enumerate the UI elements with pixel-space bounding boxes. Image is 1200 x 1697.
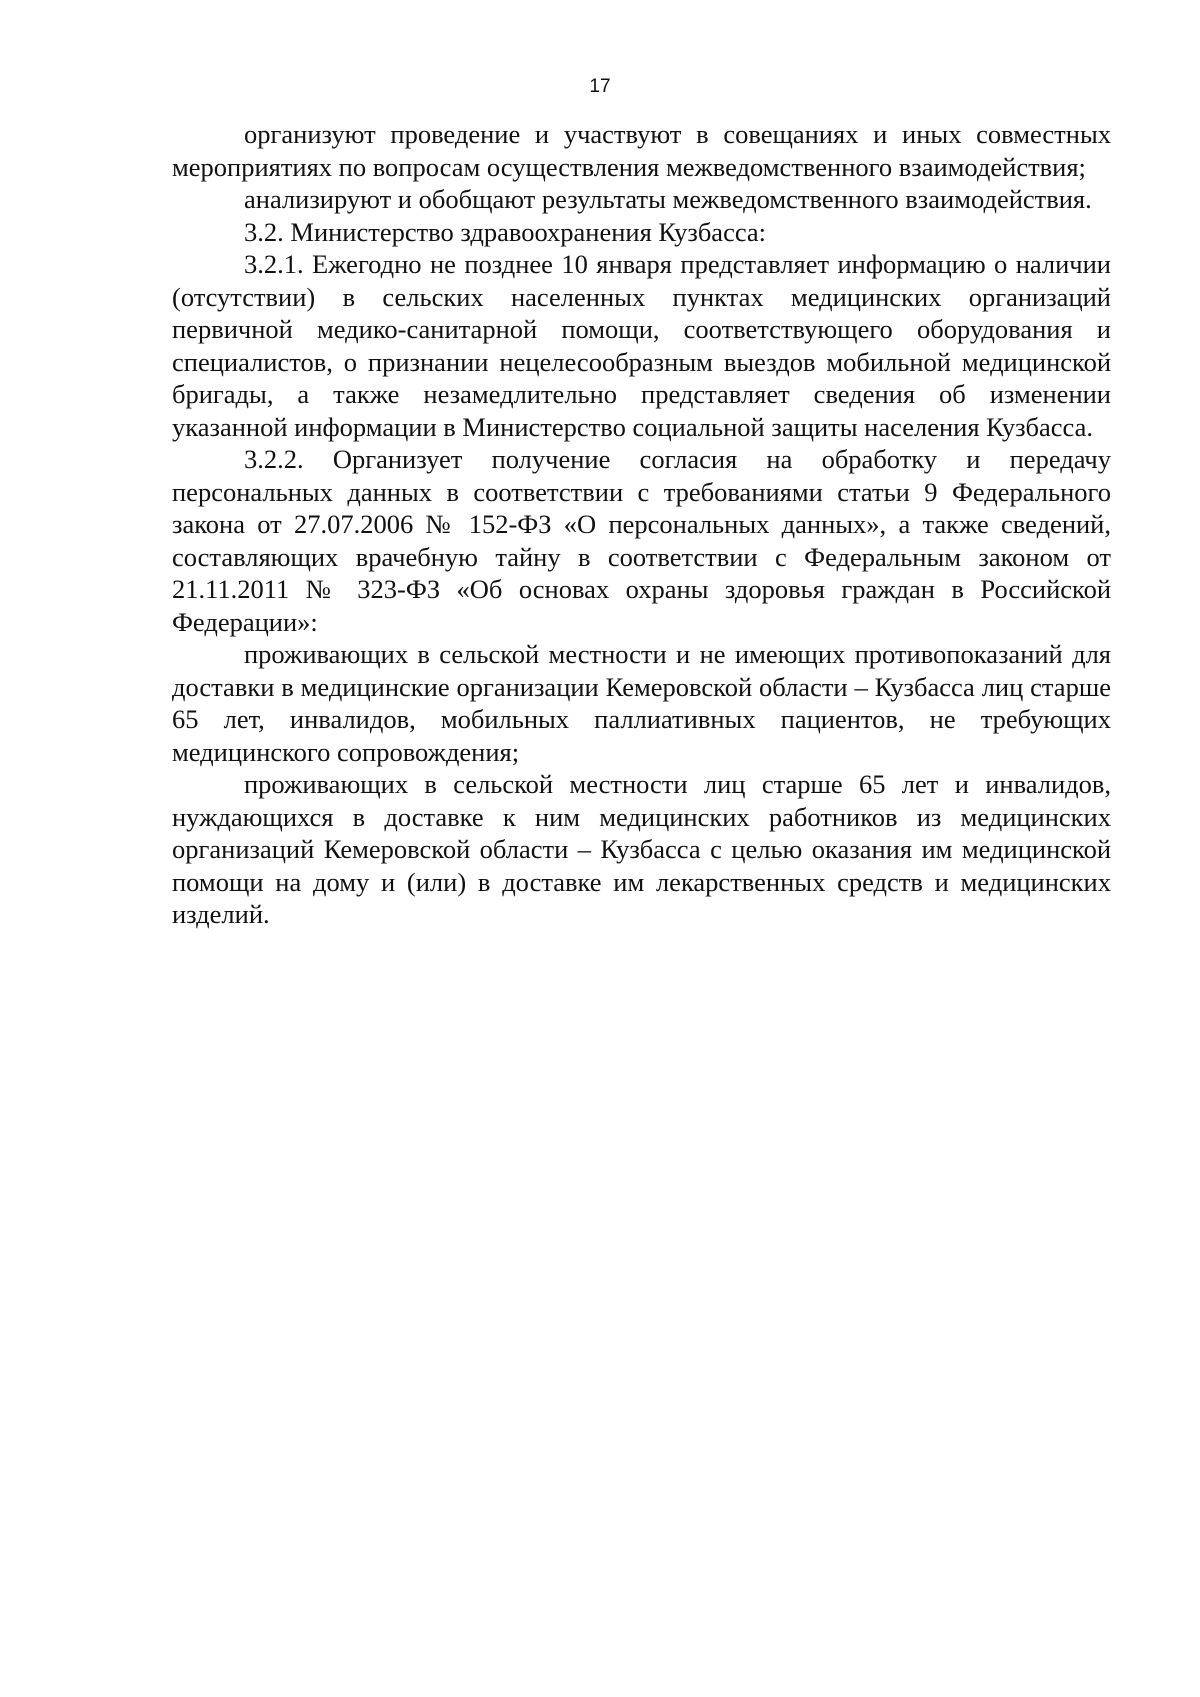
paragraph-organize-meetings: организуют проведение и участвуют в совещаниях и иных совместных мероприятиях по вопросам осуществления межведомственного взаимодействия;	[172, 119, 1111, 182]
paragraph-3-2-1: 3.2.1. Ежегодно не позднее 10 января представляет информацию о наличии (отсутствии) в сельских населенных пунктах медицинских организаций первичной медико-санитарной помощи, соответствующего оборудования и специалистов, о признании нецелесообразным выездов мобильной медицинской бригады, а также незамедлительно представляет сведения об изменении указанной информации в Министерство социальной защиты населения Кузбасса.	[172, 249, 1111, 442]
document-body	[172, 118, 1111, 931]
page-number: 17	[589, 76, 611, 97]
paragraph-rural-home-care: проживающих в сельской местности лиц старше 65 лет и инвалидов, нуждающихся в доставке к ним медицинских работников из медицинских организаций Кемеровской области – Кузбасса с целью оказания им медицинской помощи на дому и (или) в доставке им лекарственных средств и медицинских изделий.	[172, 769, 1111, 929]
paragraph-3-2-2: 3.2.2. Организует получение согласия на обработку и передачу персональных данных в соответствии с требованиями статьи 9 Федерального закона от 27.07.2006 № 152-ФЗ «О персональных данных», а также сведений, составляющих врачебную тайну в соответствии с Федеральным законом от 21.11.2011 № 323-ФЗ «Об основах охраны здоровья граждан в Российской Федерации»:	[172, 444, 1111, 637]
section-heading-health-ministry: 3.2. Министерство здравоохранения Кузбасса:	[244, 216, 767, 247]
paragraph-rural-delivery-to-clinics: проживающих в сельской местности и не имеющих противопоказаний для доставки в медицинские организации Кемеровской области – Кузбасса лиц старше 65 лет, инвалидов, мобильных паллиативных пациентов, не требующих медицинского сопровождения;	[172, 639, 1111, 767]
paragraph-analyze-results: анализируют и обобщают результаты межведомственного взаимодействия.	[244, 184, 1092, 214]
